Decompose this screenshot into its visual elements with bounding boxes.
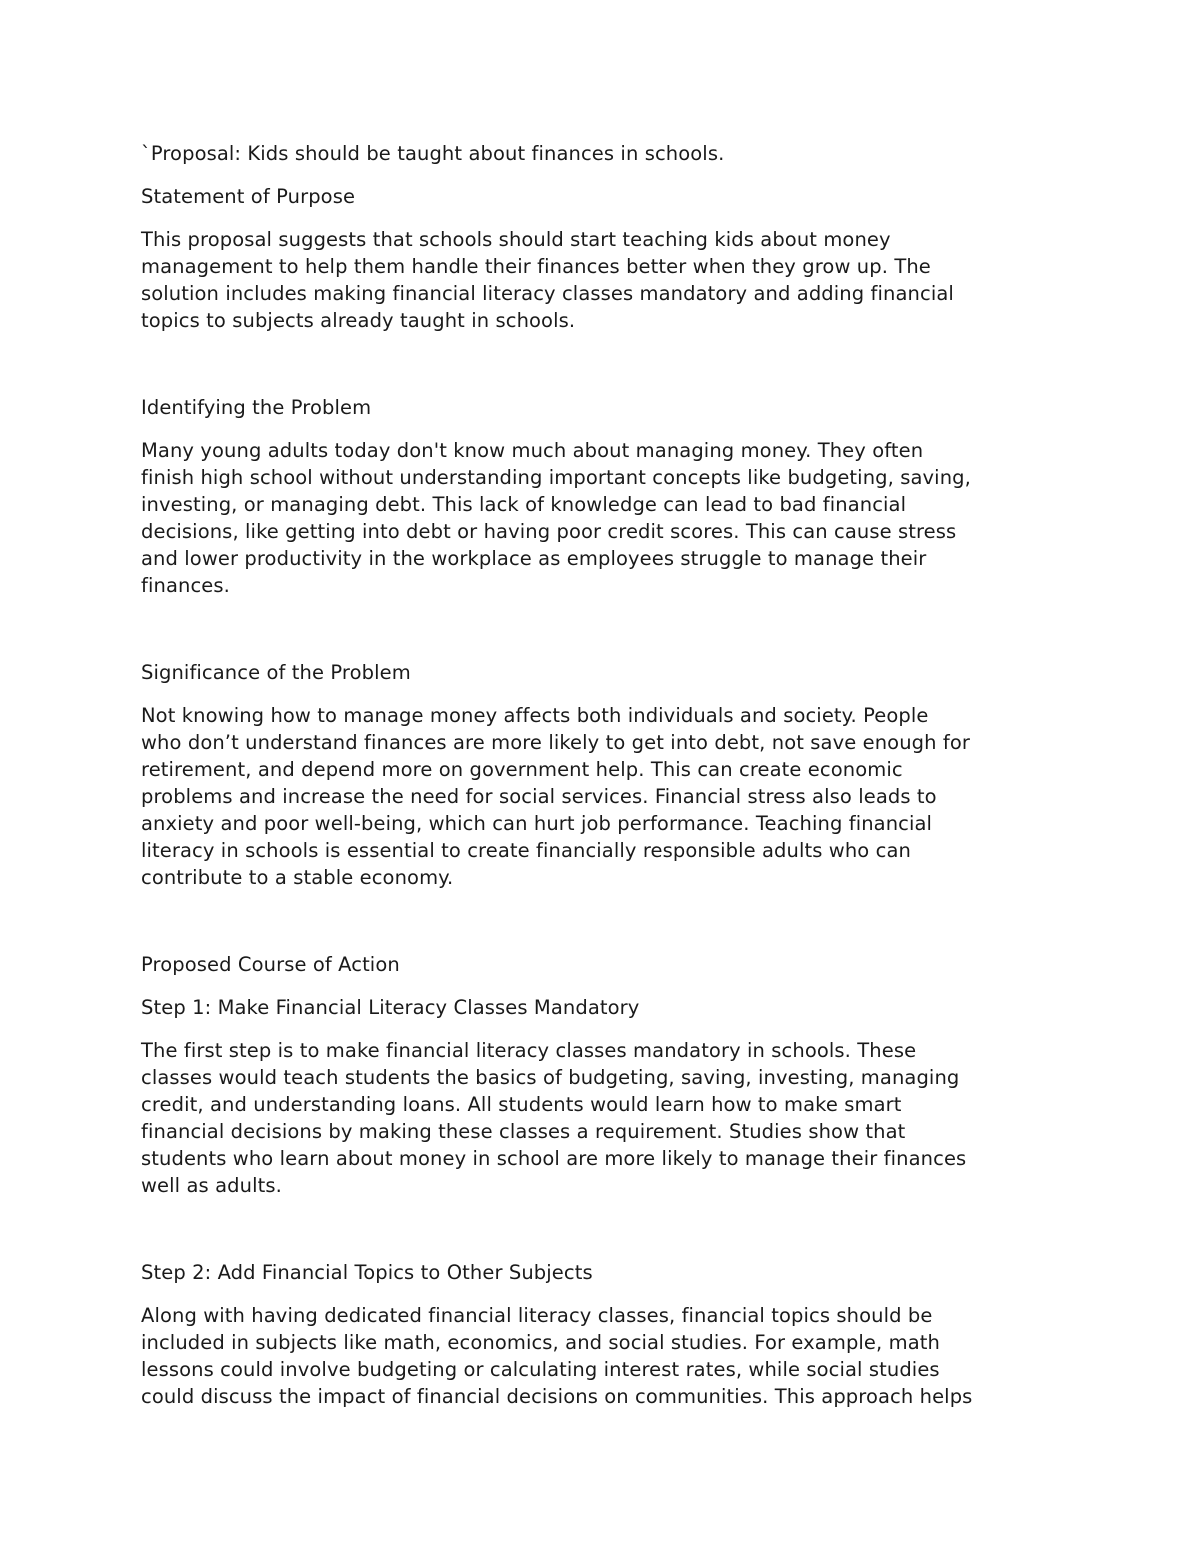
paragraph-line: problems and increase the need for social services. Financial stress also leads to (141, 785, 937, 808)
paragraph-step-1 (141, 1037, 1071, 1199)
paragraph-line: finish high school without understanding important concepts like budgeting, saving, (141, 466, 971, 489)
paragraph-line: financial decisions by making these classes a requirement. Studies show that (141, 1120, 906, 1143)
paragraph-line: could discuss the impact of financial decisions on communities. This approach helps (141, 1385, 973, 1408)
paragraph-line: This proposal suggests that schools should start teaching kids about money (141, 228, 891, 251)
paragraph-line: solution includes making financial literacy classes mandatory and adding financial (141, 282, 954, 305)
paragraph-line: and lower productivity in the workplace as employees struggle to manage their (141, 547, 927, 570)
paragraph-line: Along with having dedicated financial literacy classes, financial topics should be (141, 1304, 933, 1327)
paragraph-line: literacy in schools is essential to create financially responsible adults who can (141, 839, 911, 862)
paragraph-line: decisions, like getting into debt or having poor credit scores. This can cause stress (141, 520, 957, 543)
step-1-heading: Step 1: Make Financial Literacy Classes Mandatory (141, 996, 640, 1019)
paragraph-purpose (141, 226, 1071, 334)
paragraph-line: Many young adults today don't know much about managing money. They often (141, 439, 924, 462)
section-heading-significance: Significance of the Problem (141, 661, 411, 684)
paragraph-line: topics to subjects already taught in schools. (141, 309, 576, 332)
paragraph-line: well as adults. (141, 1174, 282, 1197)
step-2-heading: Step 2: Add Financial Topics to Other Subjects (141, 1261, 593, 1284)
paragraph-line: anxiety and poor well-being, which can hurt job performance. Teaching financial (141, 812, 933, 835)
paragraph-line: management to help them handle their finances better when they grow up. The (141, 255, 931, 278)
paragraph-line: Not knowing how to manage money affects both individuals and society. People (141, 704, 929, 727)
paragraph-line: included in subjects like math, economics, and social studies. For example, math (141, 1331, 940, 1354)
document-page (141, 140, 1071, 1426)
paragraph-line: classes would teach students the basics of budgeting, saving, investing, managing (141, 1066, 960, 1089)
document-title: `Proposal: Kids should be taught about finances in schools. (141, 142, 725, 165)
paragraph-line: who don’t understand finances are more likely to get into debt, not save enough for (141, 731, 971, 754)
paragraph-line: investing, or managing debt. This lack of knowledge can lead to bad financial (141, 493, 907, 516)
paragraph-line: contribute to a stable economy. (141, 866, 454, 889)
section-heading-action: Proposed Course of Action (141, 953, 400, 976)
paragraph-line: students who learn about money in school are more likely to manage their finances (141, 1147, 967, 1170)
section-heading-problem: Identifying the Problem (141, 396, 372, 419)
paragraph-line: lessons could involve budgeting or calculating interest rates, while social studies (141, 1358, 940, 1381)
paragraph-line: retirement, and depend more on government help. This can create economic (141, 758, 903, 781)
paragraph-line: The first step is to make financial literacy classes mandatory in schools. These (141, 1039, 917, 1062)
paragraph-line: finances. (141, 574, 230, 597)
paragraph-problem (141, 437, 1071, 599)
section-heading-purpose: Statement of Purpose (141, 185, 356, 208)
paragraph-line: credit, and understanding loans. All students would learn how to make smart (141, 1093, 902, 1116)
paragraph-significance (141, 702, 1071, 891)
paragraph-step-2 (141, 1302, 1071, 1410)
